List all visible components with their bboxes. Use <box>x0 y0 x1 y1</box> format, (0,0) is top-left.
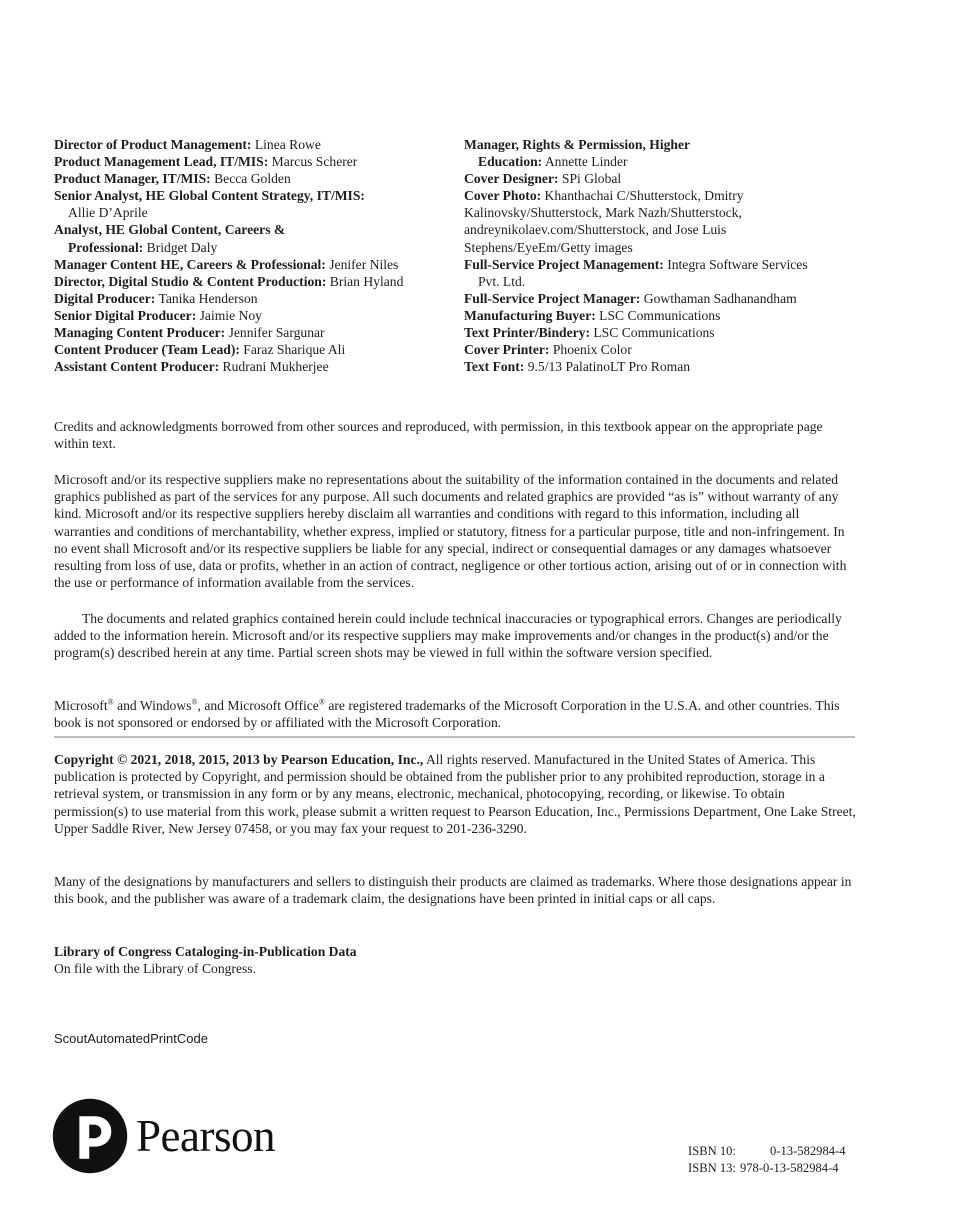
divider <box>54 736 855 738</box>
credits-left-column <box>54 136 464 375</box>
pearson-logo <box>52 1098 275 1174</box>
isbn-10-value: 0-13-582984-4 <box>770 1144 846 1158</box>
pearson-p-icon <box>52 1098 128 1174</box>
credit-line: Director of Product Management: Linea Rowe <box>54 137 321 152</box>
cip-text: On file with the Library of Congress. <box>54 961 256 977</box>
isbn-10-label: ISBN 10: <box>688 1144 736 1158</box>
isbn-13-row <box>688 1160 846 1177</box>
credits-block <box>54 136 864 375</box>
credit-line: Manager Content HE, Careers & Professional: Jenifer Niles <box>54 256 399 272</box>
credit-line: Cover Photo: Khanthachai C/Shutterstock, Dmitry Kalinovsky/Shutterstock, Mark Nazh/Shutterstock, andreynikolaev.com/Shutterstock, and Jose Luis Stephens/EyeEm/Getty images <box>464 188 744 255</box>
credit-line: Text Printer/Bindery: LSC Communications <box>464 325 715 341</box>
credit-line: Manufacturing Buyer: LSC Communications <box>464 307 721 323</box>
credit-line: Product Management Lead, IT/MIS: Marcus Scherer <box>54 154 358 170</box>
trademark-designations-paragraph: Many of the designations by manufacturers and sellers to distinguish their products are claimed as trademarks. Where those designations appear in this book, and the publisher was aware of a trademark claim, the designations have been printed in initial caps or all caps. <box>54 874 852 907</box>
credit-line: Content Producer (Team Lead): Faraz Sharique Ali <box>54 342 346 358</box>
credit-line: Product Manager, IT/MIS: Becca Golden <box>54 171 291 187</box>
isbn-10-row <box>688 1143 846 1160</box>
credits-right-column <box>464 136 864 375</box>
copyright-paragraph: Copyright © 2021, 2018, 2015, 2013 by Pearson Education, Inc., All rights reserved. Manufactured in the United States of America. This publication is protected by Copyright, and permission should be obtained from the publisher prior to any prohibited reproduction, storage in a retrieval system, or transmission in any form or by any means, electronic, mechanical, photocopying, recording, or likewise. To obtain permission(s) to use material from this work, please submit a written request to Pearson Education, Inc., Permissions Department, One Lake Street, Upper Saddle River, New Jersey 07458, or you may fax your request to 201-236-3290. <box>54 752 856 836</box>
cip-heading: Library of Congress Cataloging-in-Publication Data <box>54 944 357 959</box>
isbn-13-label: ISBN 13: <box>688 1161 736 1175</box>
credit-line: Senior Analyst, HE Global Content Strategy, IT/MIS: Allie D’Aprile <box>54 188 365 221</box>
isbn-13-value: 978-0-13-582984-4 <box>739 1161 839 1175</box>
credit-line: Manager, Rights & Permission, Higher Education: Annette Linder <box>464 137 690 170</box>
credit-line: Cover Designer: SPi Global <box>464 171 622 187</box>
credit-line: Full-Service Project Management: Integra Software Services Pvt. Ltd. <box>464 256 808 289</box>
credit-line: Analyst, HE Global Content, Careers & Professional: Bridget Daly <box>54 222 286 255</box>
credit-line: Full-Service Project Manager: Gowthaman Sadhanandham <box>464 290 797 306</box>
pearson-wordmark: Pearson <box>136 1111 275 1161</box>
credit-line: Assistant Content Producer: Rudrani Mukherjee <box>54 359 329 375</box>
print-code: ScoutAutomatedPrintCode <box>54 1031 208 1046</box>
microsoft-disclaimer-paragraph: Microsoft and/or its respective suppliers make no representations about the suitability of the information contained in the documents and related graphics published as part of the services for any purpose. All such documents and related graphics are provided “as is” without warranty of any kind. Microsoft and/or its respective suppliers hereby disclaim all warranties and conditions with regard to this information, including all warranties and conditions of merchantability, whether express, implied or statutory, fitness for a particular purpose, title and non-infringement. In no event shall Microsoft and/or its respective suppliers be liable for any special, indirect or consequential damages or any damages whatsoever resulting from loss of use, data or profits, whether in an action of contract, negligence or other tortious action, arising out of or in connection with the use or performance of information available from the services. <box>54 472 847 591</box>
credit-line: Digital Producer: Tanika Henderson <box>54 290 258 306</box>
microsoft-disclaimer-paragraph-2: The documents and related graphics contained herein could include technical inaccuracies or typographical errors. Changes are periodically added to the information herein. Microsoft and/or its respective suppliers may make improvements and/or changes in the product(s) and/or the program(s) described herein at any time. Partial screen shots may be viewed in full within the software version specified. <box>54 611 842 661</box>
credit-line: Managing Content Producer: Jennifer Sargunar <box>54 325 325 341</box>
credit-line: Text Font: 9.5/13 PalatinoLT Pro Roman <box>464 359 691 375</box>
trademarks-paragraph: Microsoft® and Windows®, and Microsoft Office® are registered trademarks of the Microsoft Corporation in the U.S.A. and other countries. This book is not sponsored or endorsed by or affiliated with the Microsoft Corporation. <box>54 697 840 731</box>
cip-block <box>54 943 859 977</box>
acknowledgments-paragraph: Credits and acknowledgments borrowed from other sources and reproduced, with permission, in this textbook appear on the appropriate page within text. <box>54 419 823 452</box>
credit-line: Senior Digital Producer: Jaimie Noy <box>54 307 262 323</box>
credit-line: Director, Digital Studio & Content Production: Brian Hyland <box>54 273 404 289</box>
credit-line: Cover Printer: Phoenix Color <box>464 342 632 358</box>
isbn-block <box>688 1143 846 1177</box>
